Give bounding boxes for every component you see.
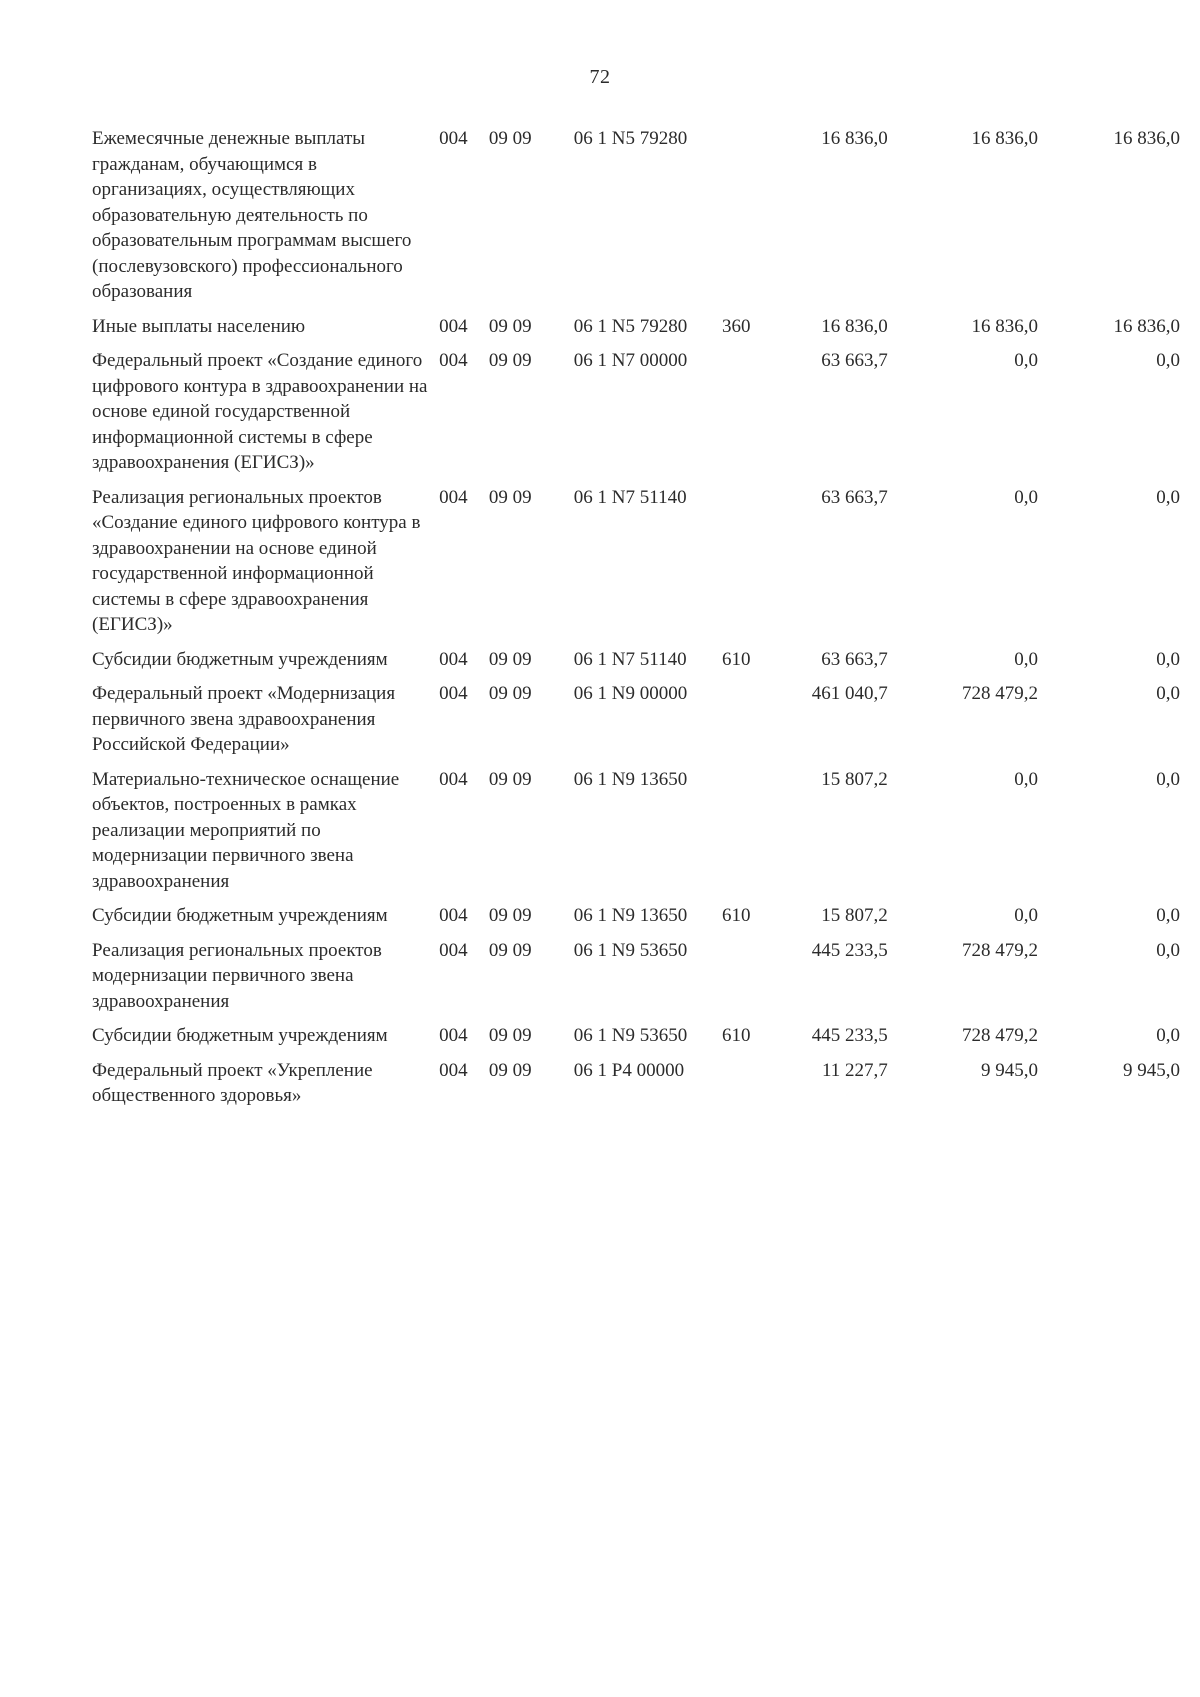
row-expense-type: [722, 767, 797, 904]
row-target-article: 06 1 N9 13650: [573, 768, 688, 790]
row-grbs-code: 004: [439, 648, 468, 670]
row-amount-year-3: 0,0: [1156, 648, 1180, 670]
row-amount-year-2: 0,0: [1014, 905, 1038, 926]
row-section-code: 09 09: [488, 648, 532, 670]
row-expense-type: 610: [721, 648, 751, 670]
row-amount-year-2: 0,0: [1014, 486, 1038, 508]
table-row: [92, 903, 1180, 938]
row-amount-year-3: 0,0: [1156, 683, 1180, 704]
row-amount-year-2: 16 836,0: [971, 128, 1038, 149]
row-amount-year-1: 461 040,7: [811, 683, 888, 704]
row-amount-year-2: 0,0: [1014, 350, 1038, 371]
row-target-article: 06 1 P4 00000: [573, 1059, 685, 1081]
row-amount-year-2: 728 479,2: [961, 1025, 1038, 1046]
row-section-code: 09 09: [488, 315, 532, 337]
row-grbs-code: 004: [439, 1025, 468, 1046]
row-amount-year-3: 0,0: [1156, 905, 1180, 926]
row-name: Федеральный проект «Модернизация первичного звена здравоохранения Российской Федерации»: [92, 683, 396, 755]
budget-table: [92, 126, 1180, 1118]
row-target-article: 06 1 N9 00000: [573, 683, 688, 704]
row-amount-year-3: 9 945,0: [1123, 1059, 1180, 1081]
row-amount-year-1: 16 836,0: [821, 315, 888, 337]
row-amount-year-1: 15 807,2: [821, 905, 888, 926]
row-section-code: 09 09: [488, 905, 532, 926]
row-target-article: 06 1 N5 79280: [573, 315, 688, 337]
table-row: [92, 1058, 1180, 1118]
row-name: Федеральный проект «Укрепление общественного здоровья»: [92, 1059, 373, 1106]
table-row: [92, 767, 1180, 904]
table-row: [92, 938, 1180, 1024]
row-name: Субсидии бюджетным учреждениям: [92, 905, 388, 926]
row-grbs-code: 004: [439, 486, 468, 508]
row-expense-type: [722, 681, 797, 767]
row-amount-year-1: 16 836,0: [821, 128, 888, 149]
row-amount-year-2: 728 479,2: [961, 939, 1038, 961]
row-amount-year-3: 0,0: [1156, 768, 1180, 790]
row-amount-year-3: 0,0: [1156, 486, 1180, 508]
row-expense-type: 360: [721, 315, 751, 337]
row-target-article: 06 1 N7 51140: [573, 648, 687, 670]
row-target-article: 06 1 N7 00000: [573, 350, 688, 371]
table-row: [92, 1023, 1180, 1058]
row-name: Иные выплаты населению: [92, 315, 306, 337]
table-row: [92, 348, 1180, 485]
row-amount-year-3: 16 836,0: [1113, 128, 1180, 149]
row-section-code: 09 09: [488, 350, 532, 371]
row-grbs-code: 004: [439, 350, 468, 371]
table-row: [92, 485, 1180, 647]
row-section-code: 09 09: [488, 768, 532, 790]
row-amount-year-3: 0,0: [1156, 939, 1180, 961]
row-expense-type: [722, 1058, 797, 1118]
row-amount-year-2: 16 836,0: [971, 315, 1038, 337]
row-amount-year-1: 63 663,7: [821, 486, 888, 508]
row-grbs-code: 004: [439, 315, 468, 337]
row-target-article: 06 1 N9 53650: [573, 939, 688, 961]
row-amount-year-1: 15 807,2: [821, 768, 888, 790]
row-section-code: 09 09: [488, 128, 532, 149]
table-row: [92, 314, 1180, 349]
row-name: Реализация региональных проектов модернизации первичного звена здравоохранения: [92, 939, 382, 1012]
row-name: Федеральный проект «Создание единого цифрового контура в здравоохранении на основе единой государственной информационной системы в сфере здравоохранения (ЕГИСЗ)»: [92, 350, 428, 473]
row-target-article: 06 1 N9 53650: [573, 1025, 688, 1046]
row-amount-year-1: 63 663,7: [821, 648, 888, 670]
page-number: 72: [589, 66, 611, 88]
row-section-code: 09 09: [488, 1059, 532, 1081]
row-section-code: 09 09: [488, 939, 532, 961]
row-name: Субсидии бюджетным учреждениям: [92, 1025, 388, 1046]
row-amount-year-3: 0,0: [1156, 350, 1180, 371]
row-grbs-code: 004: [439, 768, 468, 790]
row-section-code: 09 09: [488, 1025, 532, 1046]
table-body: [92, 126, 1180, 1118]
row-amount-year-1: 11 227,7: [821, 1059, 888, 1081]
table-row: [92, 681, 1180, 767]
row-grbs-code: 004: [439, 683, 468, 704]
row-expense-type: [722, 938, 797, 1024]
table-row: [92, 126, 1180, 314]
row-amount-year-1: 445 233,5: [811, 939, 888, 961]
row-grbs-code: 004: [439, 128, 468, 149]
row-target-article: 06 1 N9 13650: [573, 905, 688, 926]
row-amount-year-1: 445 233,5: [811, 1025, 888, 1046]
row-amount-year-2: 9 945,0: [980, 1059, 1038, 1081]
table-row: [92, 647, 1180, 682]
row-expense-type: 610: [721, 1025, 751, 1046]
row-amount-year-2: 0,0: [1014, 768, 1038, 790]
row-grbs-code: 004: [439, 1059, 468, 1081]
row-name: Реализация региональных проектов «Создание единого цифрового контура в здравоохранении на основе единой государственной информационной системы в сфере здравоохранения (ЕГИСЗ)»: [92, 486, 421, 635]
row-name: Ежемесячные денежные выплаты гражданам, обучающимся в организациях, осуществляющих образовательную деятельность по образовательным программам высшего (послевузовского) профессионального образования: [92, 128, 412, 302]
row-amount-year-1: 63 663,7: [821, 350, 888, 371]
row-name: Материально-техническое оснащение объектов, построенных в рамках реализации мероприятий по модернизации первичного звена здравоохранения: [92, 768, 400, 892]
row-target-article: 06 1 N7 51140: [573, 486, 687, 508]
row-expense-type: [722, 348, 797, 485]
row-amount-year-3: 0,0: [1156, 1025, 1180, 1046]
row-grbs-code: 004: [439, 939, 468, 961]
row-section-code: 09 09: [488, 683, 532, 704]
row-amount-year-2: 728 479,2: [961, 683, 1038, 704]
row-name: Субсидии бюджетным учреждениям: [92, 648, 388, 670]
row-target-article: 06 1 N5 79280: [573, 128, 688, 149]
row-grbs-code: 004: [439, 905, 468, 926]
row-expense-type: [722, 485, 797, 647]
row-expense-type: [722, 126, 797, 314]
row-expense-type: 610: [721, 905, 751, 926]
row-amount-year-3: 16 836,0: [1113, 315, 1180, 337]
row-amount-year-2: 0,0: [1014, 648, 1038, 670]
row-section-code: 09 09: [488, 486, 532, 508]
